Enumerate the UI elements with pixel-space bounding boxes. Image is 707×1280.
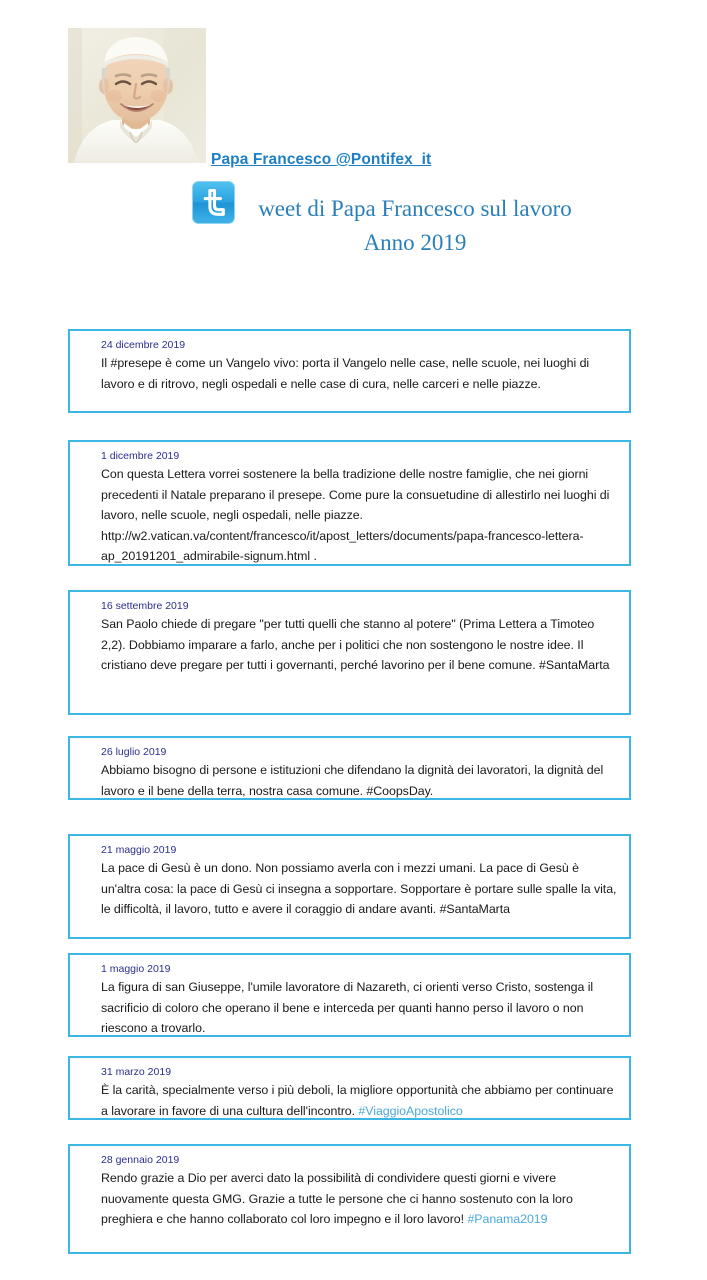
tweet-text bbox=[101, 1168, 619, 1230]
tweet-date: 24 dicembre 2019 bbox=[101, 339, 186, 351]
tweet-date: 31 marzo 2019 bbox=[101, 1066, 172, 1078]
tweet-text bbox=[101, 464, 619, 567]
tweet-text bbox=[101, 760, 619, 801]
tweet-box bbox=[68, 440, 631, 566]
tweet-hashtag-link[interactable]: #ViaggioApostolico bbox=[358, 1103, 463, 1118]
tweet-date: 16 settembre 2019 bbox=[101, 600, 189, 612]
tweet-text-body: Con questa Lettera vorrei sostenere la bella tradizione delle nostre famiglie, che nei giorni precedenti il Natale preparano il presepe. Come pure la consuetudine di allestirlo nei luoghi di lavoro, nelle scuole, negli ospedali, nelle piazze. http://w2.vatican.va/content/francesco/it/apost_letters/documents/papa-francesco-lettera-ap_20191201_admirabile-signum.html . bbox=[101, 467, 610, 563]
tweet-text-body: San Paolo chiede di pregare "per tutti quelli che stanno al potere" (Prima Lettera a Timoteo 2,2). Dobbiamo imparare a farlo, anche per i politici che non sostengono le nostre idee. Il cristiano deve pregare per tutti i governanti, perché lavorino per il bene comune. #SantaMarta bbox=[101, 617, 610, 672]
tweet-box bbox=[68, 329, 631, 413]
page-title-line-1: weet di Papa Francesco sul lavoro bbox=[258, 196, 572, 221]
tweet-box bbox=[68, 736, 631, 800]
tweet-date: 28 gennaio 2019 bbox=[101, 1154, 180, 1166]
tweet-text bbox=[101, 977, 619, 1039]
tweet-date: 1 dicembre 2019 bbox=[101, 450, 180, 462]
tweet-date: 1 maggio 2019 bbox=[101, 963, 171, 975]
tweet-box bbox=[68, 953, 631, 1037]
page-header bbox=[0, 0, 707, 300]
page-title-line-2: Anno 2019 bbox=[363, 230, 467, 255]
tweet-text bbox=[101, 858, 619, 920]
tweet-hashtag-link[interactable]: #Panama2019 bbox=[467, 1212, 548, 1226]
tweet-text-body: Rendo grazie a Dio per averci dato la possibilità di condividere questi giorni e vivere nuovamente questa GMG. Grazie a tutte le persone che ci hanno sostenuto con la loro preghiera e che hanno collaborato col loro impegno e il loro lavoro! bbox=[101, 1171, 573, 1226]
tweet-text bbox=[101, 353, 619, 394]
profile-link-pontifex[interactable]: Papa Francesco @Pontifex_it bbox=[211, 151, 432, 168]
tweet-date: 26 luglio 2019 bbox=[101, 746, 167, 758]
tweet-box bbox=[68, 834, 631, 939]
tweet-text bbox=[101, 614, 619, 676]
tweet-date: 21 maggio 2019 bbox=[101, 844, 177, 856]
pope-portrait-photo bbox=[68, 28, 206, 163]
tweet-text bbox=[101, 1080, 619, 1121]
tweet-text-body: La figura di san Giuseppe, l'umile lavoratore di Nazareth, ci orienti verso Cristo, sostenga il sacrificio di coloro che operano il bene e interceda per quanti hanno perso il lavoro o non riescono a trovarlo. bbox=[101, 980, 594, 1035]
tweet-box bbox=[68, 590, 631, 715]
tweet-box bbox=[68, 1056, 631, 1120]
tweet-text-body: Il #presepe è come un Vangelo vivo: porta il Vangelo nelle case, nelle scuole, nei luoghi di lavoro e di ritrovo, negli ospedali e nelle case di cura, nelle carceri e nelle piazze. bbox=[101, 356, 590, 391]
tweet-text-body: Abbiamo bisogno di persone e istituzioni che difendano la dignità dei lavoratori, la dignità del lavoro e il bene della terra, nostra casa comune. #CoopsDay. bbox=[101, 763, 604, 798]
tweet-text-body: La pace di Gesù è un dono. Non possiamo averla con i mezzi umani. La pace di Gesù è un'altra cosa: la pace di Gesù ci insegna a sopportare. Sopportare è portare sulle spalle la vita, le difficoltà, il lavoro, tutto e avere il coraggio di andare avanti. #SantaMarta bbox=[101, 861, 617, 916]
tweet-box bbox=[68, 1144, 631, 1254]
tweet-text-body: È la carità, specialmente verso i più deboli, la migliore opportunità che abbiamo per continuare a lavorare in favore di una cultura dell'incontro. bbox=[101, 1083, 614, 1118]
